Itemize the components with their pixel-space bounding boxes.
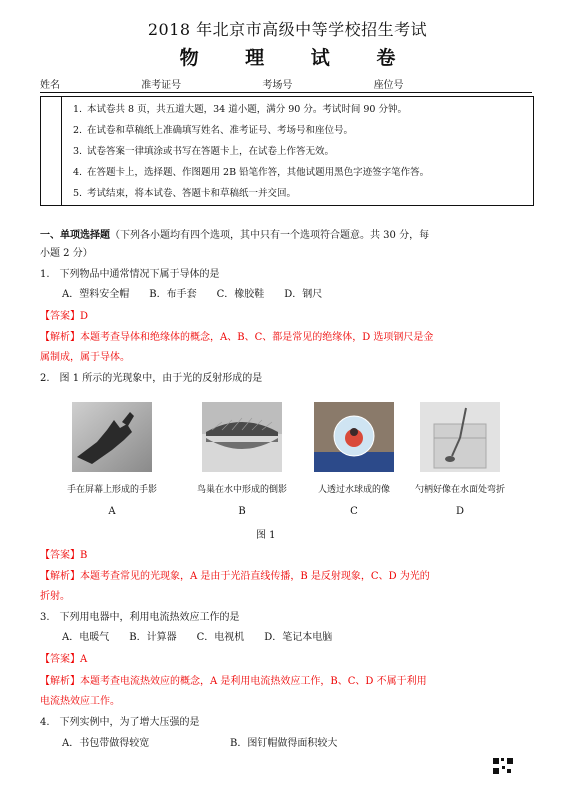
instruction-item: 3. 试卷答案一律填涂或书写在答题卡上，在试卷上作答无效。 (73, 146, 335, 157)
instruction-item: 1. 本试卷共 8 页，共五道大题，34 道小题，满分 90 分。考试时间 90 分钟。 (73, 104, 407, 115)
q2-analysis: 【解析】本题考查常见的光现象，A 是由于光沿直线传播，B 是反射现象，C、D 为光的 (40, 571, 430, 582)
exam-no-label: 准考证号 (141, 80, 182, 91)
q1-answer: 【答案】D (40, 311, 89, 322)
seat-label: 座位号 (373, 80, 404, 91)
section-heading: 一、单项选择题（下列各小题均有四个选项，其中只有一个选项符合题意。共 30 分，每 (40, 230, 430, 241)
q3-answer: 【答案】A (40, 654, 88, 665)
q3-option-c: C．电视机 (196, 632, 245, 643)
figure-d-letter: D (455, 506, 465, 517)
figure-label: 图 1 (256, 530, 276, 541)
figure-a-hand-shadow (72, 402, 152, 472)
instruction-item: 2. 在试卷和草稿纸上准确填写姓名、准考证号、考场号和座位号。 (73, 125, 354, 136)
q4-stem: 4. 下列实例中，为了增大压强的是 (40, 717, 200, 728)
figure-d-spoon-in-water (420, 402, 500, 472)
figure-b-letter: B (238, 506, 246, 517)
figure-b-birds-nest-reflection (202, 402, 282, 472)
figure-a-letter: A (108, 506, 116, 517)
q3-option-d: D．笔记本电脑 (264, 632, 333, 643)
instructions-list (73, 99, 429, 204)
figure-a-caption: 手在屏幕上形成的手影 (66, 485, 157, 495)
instructions-divider (61, 97, 62, 205)
q1-option-c: C．橡胶鞋 (216, 289, 265, 300)
subject-title: 物 理 试 卷 (179, 47, 396, 69)
student-info-row (40, 78, 540, 93)
q3-analysis: 【解析】本题考查电流热效应的概念，A 是利用电流热效应工作，B、C、D 不属于利用 (40, 676, 427, 687)
instruction-item: 4. 在答题卡上，选择题、作图题用 2B 铅笔作答，其他试题用黑色字迹签字笔作答。 (73, 167, 430, 178)
name-label: 姓名 (40, 80, 60, 91)
q1-options (62, 287, 562, 302)
q1-analysis-cont: 属制成，属于导体。 (40, 352, 130, 363)
q4-option-b: B．图钉帽做得面积较大 (230, 738, 338, 749)
q1-option-b: B．布手套 (149, 289, 197, 300)
q2-answer: 【答案】B (40, 550, 88, 561)
instructions-box (40, 96, 534, 206)
q3-option-a: A．电暖气 (62, 632, 110, 643)
instruction-item: 5. 考试结束，将本试卷、答题卡和草稿纸一并交回。 (73, 188, 297, 199)
room-label: 考场号 (262, 80, 293, 91)
figure-c-letter: C (350, 506, 358, 517)
figure-b-caption: 鸟巢在水中形成的倒影 (196, 485, 287, 495)
qr-code-icon (493, 758, 515, 776)
q1-stem: 1. 下列物品中通常情况下属于导体的是 (40, 269, 220, 280)
q3-options (62, 630, 562, 645)
figure-d-caption: 勺柄好像在水面处弯折 (414, 485, 505, 495)
figure-c-caption: 人透过水球成的像 (317, 485, 390, 495)
figure-c-water-ball-image (314, 402, 394, 472)
q1-analysis: 【解析】本题考查导体和绝缘体的概念，A、B、C、都是常见的绝缘体，D 选项钢尺是金 (40, 332, 434, 343)
q3-stem: 3. 下列用电器中，利用电流热效应工作的是 (40, 612, 240, 623)
q2-stem: 2. 图 1 所示的光现象中，由于光的反射形成的是 (40, 373, 263, 384)
section-desc-cont: 小题 2 分） (40, 248, 93, 259)
q4-options (62, 736, 562, 751)
q3-analysis-cont: 电流热效应工作。 (40, 696, 120, 707)
q4-option-a: A．书包带做得较宽 (62, 738, 150, 749)
exam-title: 2018 年北京市高级中等学校招生考试 (147, 20, 428, 39)
header-rule (40, 92, 532, 93)
q1-option-d: D．钢尺 (284, 289, 323, 300)
q3-option-b: B．计算器 (129, 632, 177, 643)
q1-option-a: A．塑料安全帽 (62, 289, 130, 300)
q2-analysis-cont: 折射。 (40, 591, 70, 602)
